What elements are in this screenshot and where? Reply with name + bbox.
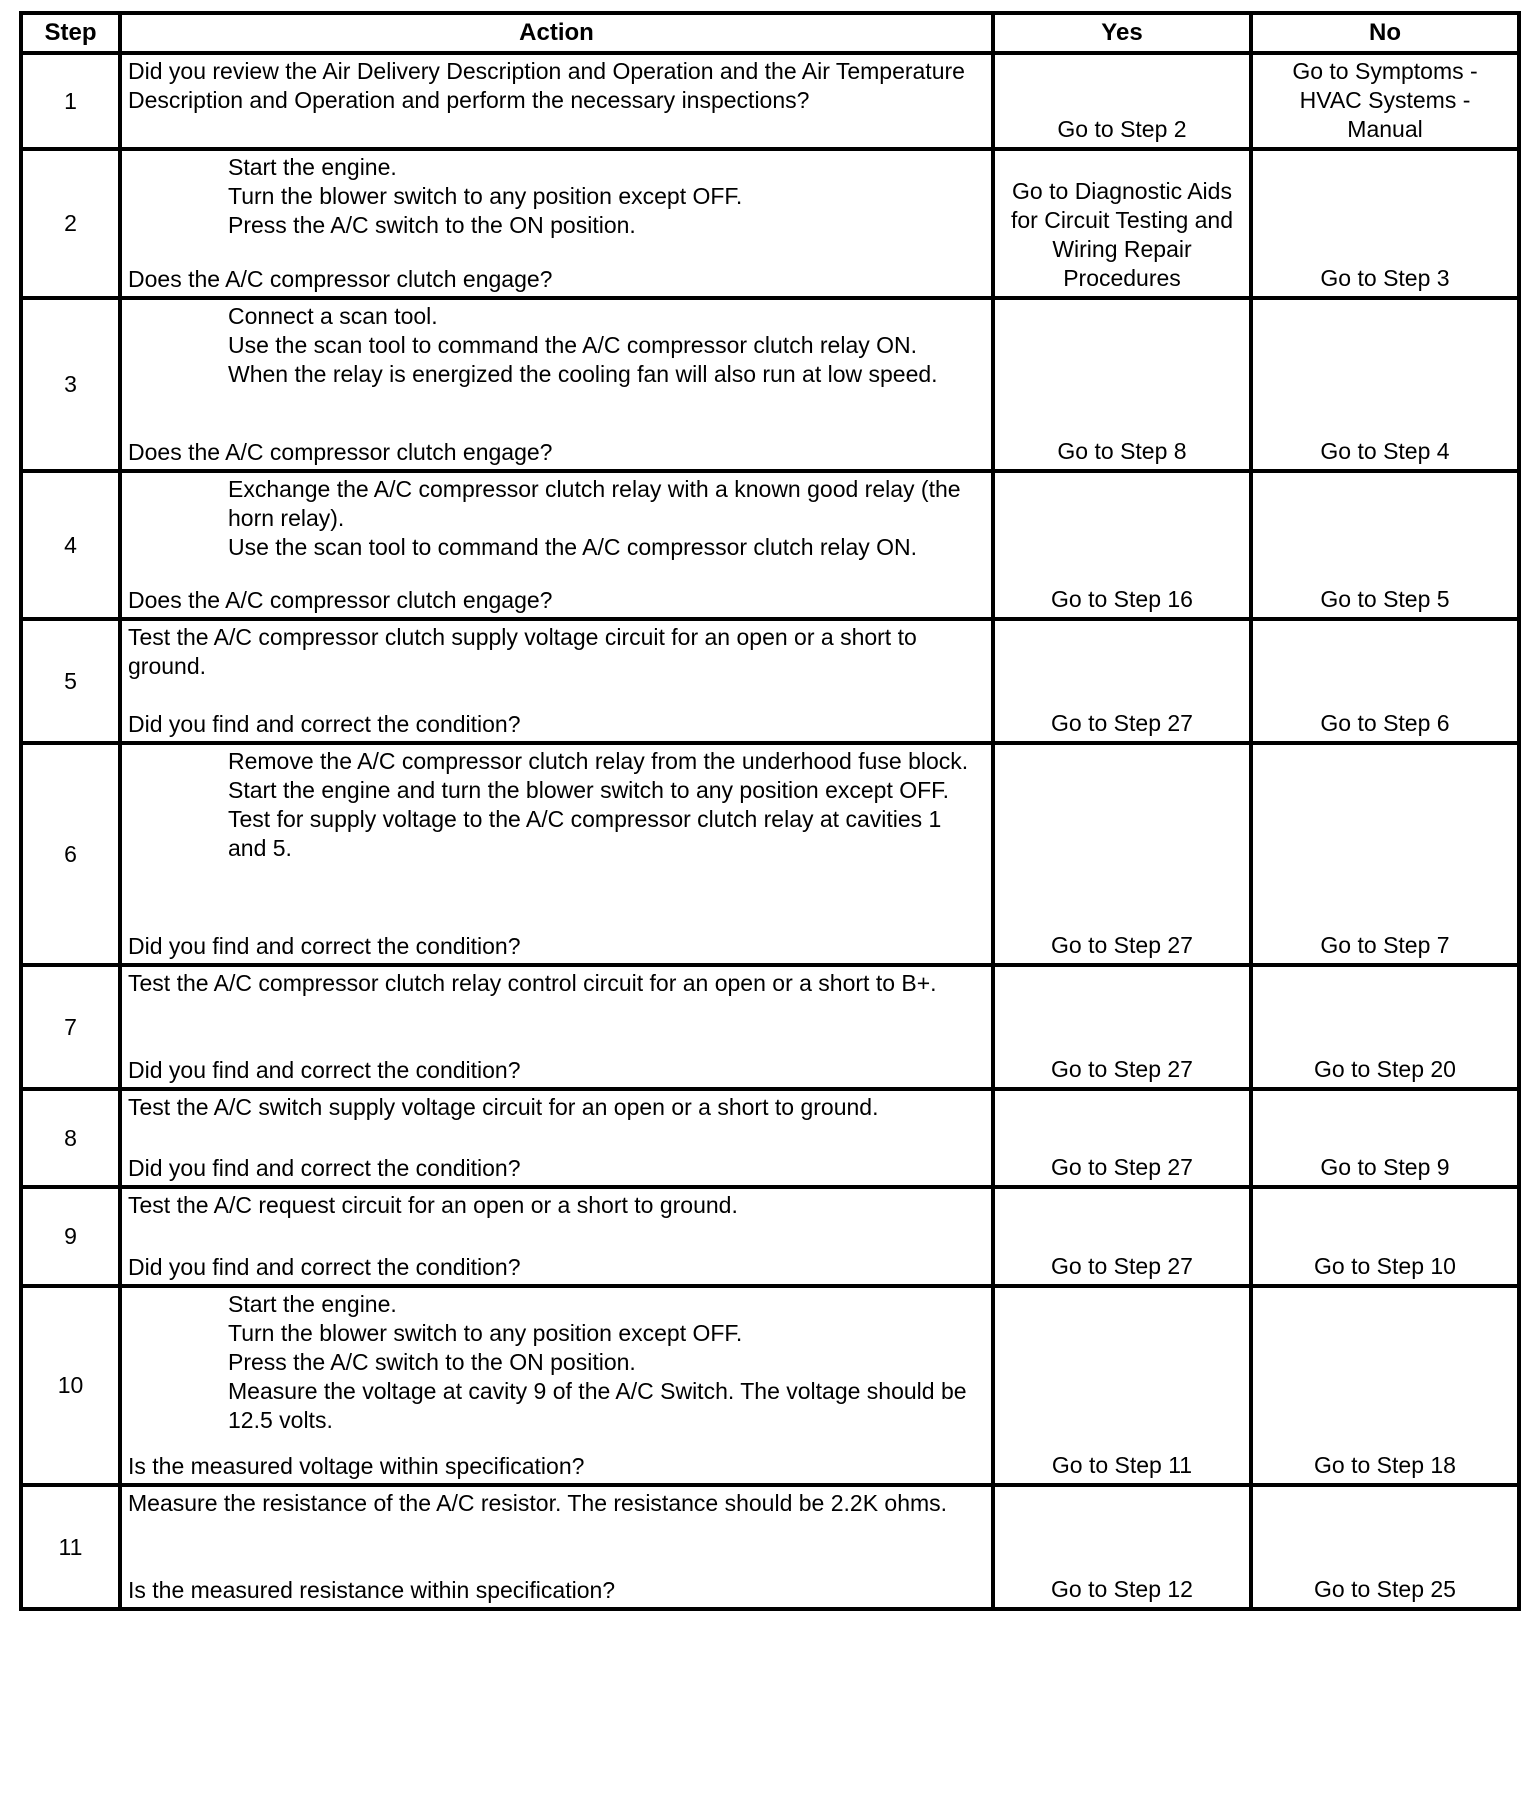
yes-cell: Go to Step 8 <box>993 298 1251 471</box>
no-cell: Go to Step 3 <box>1251 149 1519 298</box>
action-question: Is the measured resistance within specification? <box>128 1577 616 1603</box>
action-cell <box>120 1187 993 1286</box>
yes-cell: Go to Step 27 <box>993 1089 1251 1187</box>
action-line: Test for supply voltage to the A/C compressor clutch relay at cavities 1 and 5. <box>228 806 942 861</box>
step-number: 4 <box>21 471 120 619</box>
action-line: Use the scan tool to command the A/C compressor clutch relay ON. <box>228 332 918 358</box>
action-question: Did you find and correct the condition? <box>128 1057 521 1083</box>
no-cell: Go to Step 20 <box>1251 965 1519 1089</box>
action-question: Does the A/C compressor clutch engage? <box>128 266 553 292</box>
action-line: Connect a scan tool. <box>228 303 438 329</box>
no-cell: Go to Step 6 <box>1251 619 1519 743</box>
yes-cell: Go to Step 12 <box>993 1485 1251 1609</box>
yes-cell: Go to Step 16 <box>993 471 1251 619</box>
header-action: Action <box>120 13 993 53</box>
action-question: Did you find and correct the condition? <box>128 711 521 737</box>
yes-cell: Go to Step 27 <box>993 1187 1251 1286</box>
header-no: No <box>1251 13 1519 53</box>
yes-cell: Go to Step 2 <box>993 53 1251 149</box>
no-cell: Go to Step 18 <box>1251 1286 1519 1485</box>
action-cell <box>120 743 993 965</box>
action-line: Did you review the Air Delivery Description and Operation and the Air Temperature Description and Operation and perform the necessary inspections? <box>128 58 965 113</box>
yes-cell: Go to Step 27 <box>993 619 1251 743</box>
table-row <box>21 743 1519 965</box>
action-line: Remove the A/C compressor clutch relay from the underhood fuse block. <box>228 748 969 774</box>
diagnostic-table <box>19 11 1521 1611</box>
table-row <box>21 965 1519 1089</box>
step-number: 2 <box>21 149 120 298</box>
action-question: Did you find and correct the condition? <box>128 1155 521 1181</box>
header-yes: Yes <box>993 13 1251 53</box>
no-cell: Go to Step 9 <box>1251 1089 1519 1187</box>
table-row <box>21 619 1519 743</box>
step-number: 6 <box>21 743 120 965</box>
action-line: Turn the blower switch to any position except OFF. <box>228 183 743 209</box>
action-cell <box>120 1286 993 1485</box>
table-row <box>21 298 1519 471</box>
action-line: Press the A/C switch to the ON position. <box>228 1349 636 1375</box>
action-question: Did you find and correct the condition? <box>128 1254 521 1280</box>
step-number: 10 <box>21 1286 120 1485</box>
step-number: 5 <box>21 619 120 743</box>
action-line: When the relay is energized the cooling fan will also run at low speed. <box>228 361 938 387</box>
action-cell <box>120 471 993 619</box>
action-line: Start the engine. <box>228 1291 397 1317</box>
table-row <box>21 1089 1519 1187</box>
action-cell <box>120 619 993 743</box>
step-number: 8 <box>21 1089 120 1187</box>
action-line: Measure the resistance of the A/C resistor. The resistance should be 2.2K ohms. <box>128 1490 948 1516</box>
action-line: Test the A/C switch supply voltage circuit for an open or a short to ground. <box>128 1094 879 1120</box>
action-line: Exchange the A/C compressor clutch relay with a known good relay (the horn relay). <box>228 476 961 531</box>
action-line: Turn the blower switch to any position except OFF. <box>228 1320 743 1346</box>
table-row <box>21 53 1519 149</box>
action-line: Use the scan tool to command the A/C compressor clutch relay ON. <box>228 534 918 560</box>
action-line: Press the A/C switch to the ON position. <box>228 212 636 238</box>
action-cell <box>120 149 993 298</box>
step-number: 3 <box>21 298 120 471</box>
header-step: Step <box>21 13 120 53</box>
no-cell: Go to Step 7 <box>1251 743 1519 965</box>
action-cell <box>120 1089 993 1187</box>
no-cell: Go to Step 5 <box>1251 471 1519 619</box>
table-row <box>21 149 1519 298</box>
table-row <box>21 1187 1519 1286</box>
no-cell: Go to Step 25 <box>1251 1485 1519 1609</box>
action-question: Is the measured voltage within specification? <box>128 1453 585 1479</box>
table-row <box>21 1286 1519 1485</box>
action-line: Start the engine. <box>228 154 397 180</box>
action-cell <box>120 53 993 149</box>
step-number: 1 <box>21 53 120 149</box>
action-line: Test the A/C request circuit for an open or a short to ground. <box>128 1192 738 1218</box>
action-cell <box>120 298 993 471</box>
table-row <box>21 1485 1519 1609</box>
action-question: Did you find and correct the condition? <box>128 933 521 959</box>
step-number: 7 <box>21 965 120 1089</box>
action-question: Does the A/C compressor clutch engage? <box>128 587 553 613</box>
no-cell: Go to Symptoms - HVAC Systems - Manual <box>1251 53 1519 149</box>
yes-cell: Go to Step 11 <box>993 1286 1251 1485</box>
header-row <box>21 13 1519 53</box>
action-line: Test the A/C compressor clutch supply voltage circuit for an open or a short to ground. <box>128 624 917 679</box>
yes-cell: Go to Step 27 <box>993 965 1251 1089</box>
step-number: 9 <box>21 1187 120 1286</box>
yes-cell: Go to Diagnostic Aids for Circuit Testing and Wiring Repair Procedures <box>993 149 1251 298</box>
action-line: Test the A/C compressor clutch relay control circuit for an open or a short to B+. <box>128 970 937 996</box>
action-line: Measure the voltage at cavity 9 of the A/C Switch. The voltage should be 12.5 volts. <box>228 1378 967 1433</box>
table-body <box>21 53 1519 1609</box>
action-cell <box>120 1485 993 1609</box>
yes-cell: Go to Step 27 <box>993 743 1251 965</box>
action-question: Does the A/C compressor clutch engage? <box>128 439 553 465</box>
action-line: Start the engine and turn the blower switch to any position except OFF. <box>228 777 950 803</box>
no-cell: Go to Step 4 <box>1251 298 1519 471</box>
step-number: 11 <box>21 1485 120 1609</box>
table-row <box>21 471 1519 619</box>
action-cell <box>120 965 993 1089</box>
no-cell: Go to Step 10 <box>1251 1187 1519 1286</box>
